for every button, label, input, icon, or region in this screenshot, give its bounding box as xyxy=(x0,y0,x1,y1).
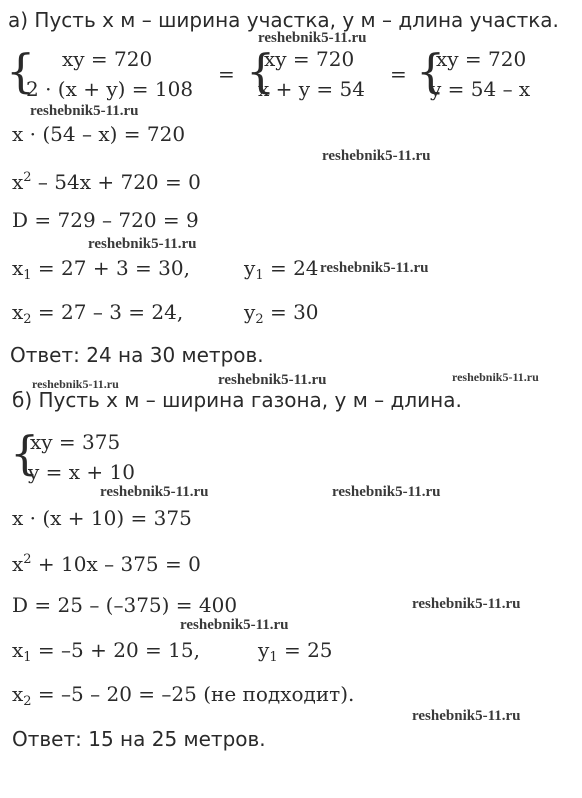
discriminant-line: D = 25 – (–375) = 400 xyxy=(12,593,238,617)
discriminant-line: D = 729 – 720 = 9 xyxy=(12,208,199,232)
root-x2: $x_2 = -5 - 20 = -25$ (не подходит). xyxy=(12,682,355,709)
substitution-line: x · (x + 10) = 375 xyxy=(12,506,192,530)
system-brace: { xyxy=(6,44,36,98)
watermark: reshebnik5-11.ru xyxy=(258,30,367,46)
watermark: reshebnik5-11.ru xyxy=(100,484,209,500)
watermark: reshebnik5-11.ru xyxy=(30,103,139,119)
watermark: reshebnik5-11.ru xyxy=(412,708,521,724)
part-b-intro: б) Пусть x м – ширина газона, y м – длина. xyxy=(12,388,462,412)
system3-line1: xy = 720 xyxy=(436,47,527,71)
watermark: reshebnik5-11.ru xyxy=(320,260,429,276)
system-brace: { xyxy=(416,44,446,98)
system3-line2: y = 54 – x xyxy=(430,77,531,101)
root-x1: $x_1 = 27 + 3 = 30$, xyxy=(12,256,190,283)
system2-line2: x + y = 54 xyxy=(258,77,365,101)
quadratic-equation: $x^2 + 10x - 375 = 0$ xyxy=(12,552,201,576)
system-brace: { xyxy=(10,426,40,480)
answer-b: Ответ: 15 на 25 метров. xyxy=(12,727,266,751)
quadratic-equation: $x^2 - 54x + 720 = 0$ xyxy=(12,170,201,194)
system-brace: { xyxy=(246,44,276,98)
equals-sign: = xyxy=(390,62,407,86)
root-x1: $x_1 = -5 + 20 = 15$, xyxy=(12,638,200,665)
equals-sign: = xyxy=(218,62,235,86)
system1-line1: xy = 720 xyxy=(62,47,153,71)
watermark: reshebnik5-11.ru xyxy=(32,377,119,391)
system2-line1: xy = 720 xyxy=(264,47,355,71)
watermark: reshebnik5-11.ru xyxy=(452,370,539,384)
root-y1: $y_1 = 24$ xyxy=(244,256,319,283)
system1-line2: 2 · (x + y) = 108 xyxy=(26,77,194,101)
watermark: reshebnik5-11.ru xyxy=(322,148,431,164)
watermark: reshebnik5-11.ru xyxy=(412,596,521,612)
watermark: reshebnik5-11.ru xyxy=(180,617,289,633)
watermark: reshebnik5-11.ru xyxy=(332,484,441,500)
root-x2: $x_2 = 27 - 3 = 24$, xyxy=(12,300,184,327)
substitution-line: x · (54 – x) = 720 xyxy=(12,122,186,146)
root-y1: $y_1 = 25$ xyxy=(258,638,333,665)
watermark: reshebnik5-11.ru xyxy=(218,372,327,388)
root-y2: $y_2 = 30$ xyxy=(244,300,319,327)
part-a-intro: а) Пусть x м – ширина участка, y м – длина участка. xyxy=(8,8,559,32)
system-b-line2: y = x + 10 xyxy=(28,460,135,484)
system-b-line1: xy = 375 xyxy=(30,430,121,454)
answer-a: Ответ: 24 на 30 метров. xyxy=(10,343,264,367)
watermark: reshebnik5-11.ru xyxy=(88,236,197,252)
